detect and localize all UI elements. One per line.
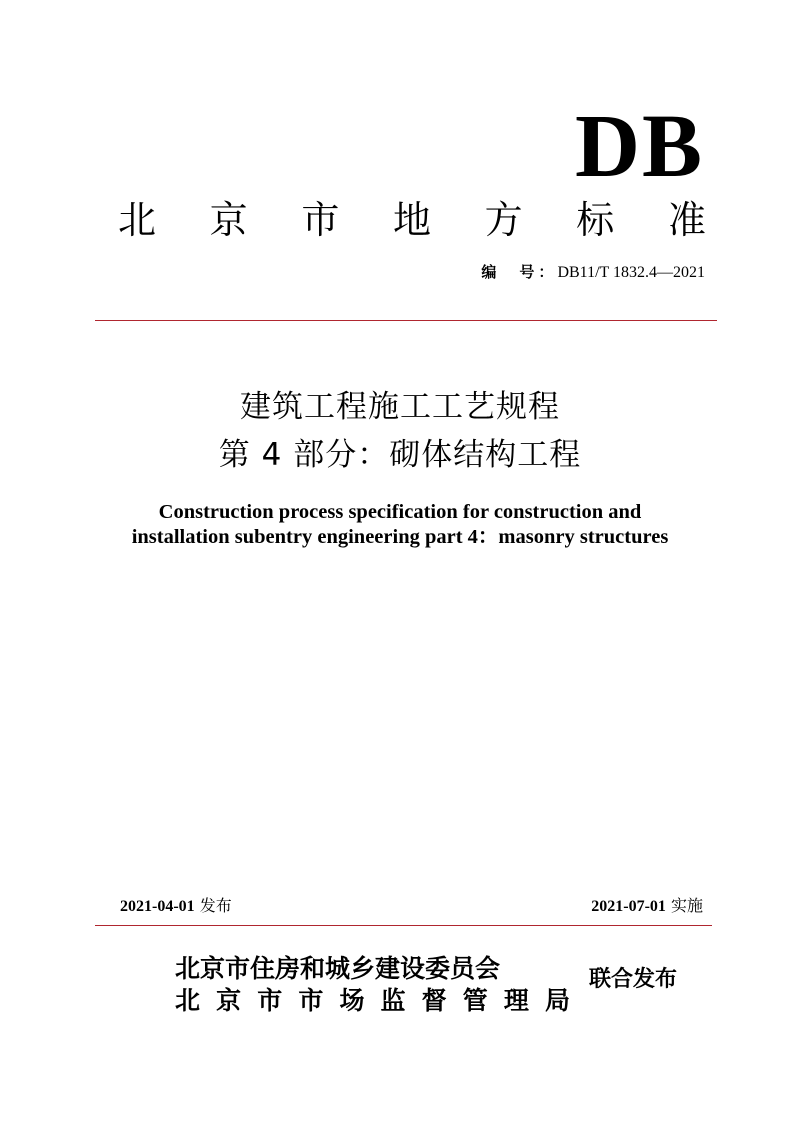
standard-type-char: 标: [576, 198, 615, 242]
standard-type-char: 方: [484, 198, 523, 242]
issuer-line1: 北京市住房和城乡建设委员会: [175, 954, 501, 983]
bottom-divider: [95, 925, 712, 926]
issue-date: 2021-04-01: [120, 898, 195, 915]
issue-label: 发布: [199, 896, 232, 915]
issuer-char: 市: [298, 986, 324, 1015]
joint-release-label: 联合发布: [589, 967, 678, 992]
issuer-line2: [175, 985, 570, 1017]
issuer-char: 场: [339, 986, 365, 1015]
standard-type-char: 京: [209, 198, 248, 242]
standard-number: [481, 262, 705, 283]
standard-type-char: 准: [667, 198, 706, 242]
issuer-char: 理: [503, 986, 529, 1015]
implement-date: 2021-07-01: [591, 898, 666, 915]
issuer-char: 京: [216, 986, 242, 1015]
standard-type-char: 地: [392, 198, 431, 242]
issuer-char: 市: [257, 986, 283, 1015]
top-divider: [95, 320, 717, 321]
issuer-char: 管: [462, 986, 488, 1015]
title-cn-line2: 第 4 部分：砌体结构工程: [218, 437, 582, 473]
issue-date-block: [120, 895, 232, 918]
issuer-char: 督: [421, 986, 447, 1015]
title-cn-line1: 建筑工程施工工艺规程: [240, 389, 560, 425]
issuer-char: 局: [544, 986, 570, 1015]
issuer-char: 北: [175, 986, 201, 1015]
issuer-char: 监: [380, 986, 406, 1015]
standard-number-label: 编 号：: [481, 263, 558, 281]
db-mark: DB: [574, 97, 704, 196]
implement-label: 实施: [670, 896, 703, 915]
standard-type-char: 北: [118, 198, 157, 242]
title-en-line2: installation subentry engineering part 4：masonry structures: [131, 526, 669, 548]
standard-number-value: DB11/T 1832.4—2021: [557, 264, 705, 281]
title-en-line1: Construction process specification for construction and: [158, 501, 642, 523]
standard-type-char: 市: [301, 198, 340, 242]
implement-date-block: [591, 895, 703, 918]
standard-type-heading: [118, 196, 706, 244]
